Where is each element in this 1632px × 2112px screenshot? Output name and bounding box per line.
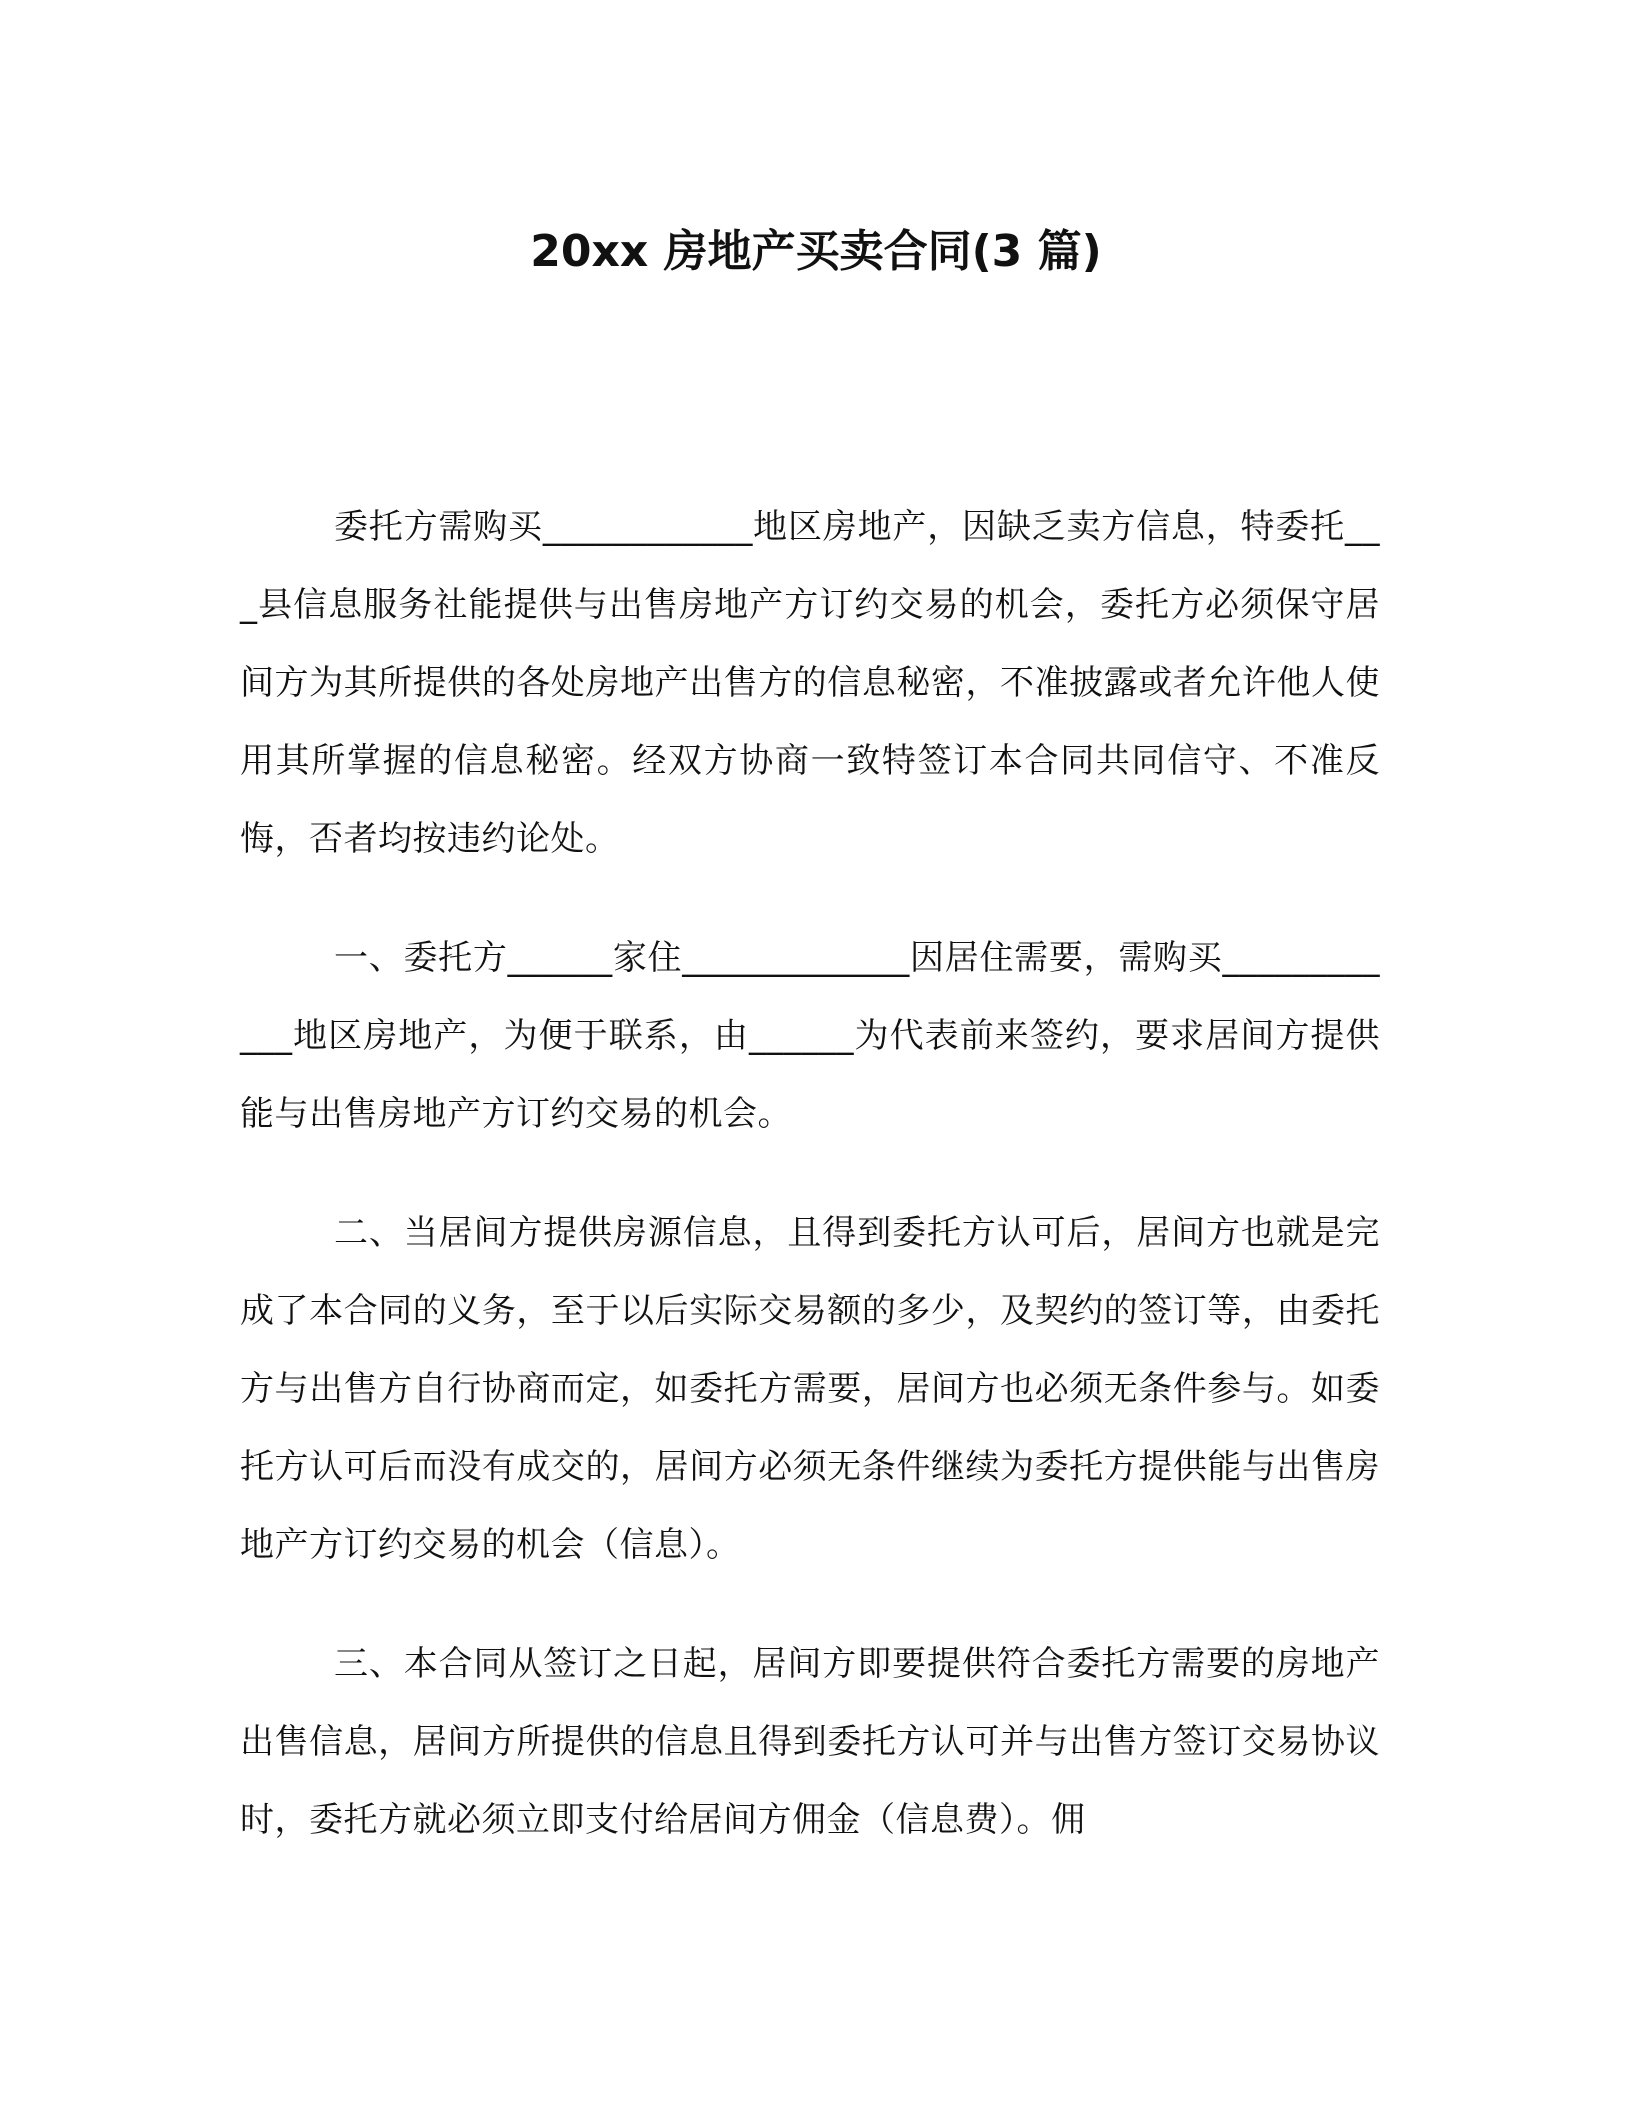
document-title: 20xx 房地产买卖合同(3 篇) bbox=[530, 226, 1102, 277]
paragraph-clause-2: 二、当居间方提供房源信息，且得到委托方认可后，居间方也就是完成了本合同的义务，至于以后实际交易额的多少，及契约的签订等，由委托方与出售方自行协商而定，如委托方需要，居间方也必须无条件参与。如委托方认可后而没有成交的，居间方必须无条件继续为委托方提供能与出售房地产方订约交易的机会（信息）。 bbox=[240, 1213, 1380, 1565]
paragraph-clause-1: 一、委托方______家住_____________因居住需要，需购买____________地区房地产，为便于联系，由______为代表前来签约，要求居间方提供能与出售房地产方订约交易的机会。 bbox=[240, 938, 1380, 1134]
document-body bbox=[240, 488, 1380, 1900]
paragraph-clause-3: 三、本合同从签订之日起，居间方即要提供符合委托方需要的房地产出售信息，居间方所提供的信息且得到委托方认可并与出售方签订交易协议时，委托方就必须立即支付给居间方佣金（信息费）。佣 bbox=[240, 1644, 1380, 1840]
paragraph-preamble: 委托方需购买____________地区房地产，因缺乏卖方信息，特委托___县信息服务社能提供与出售房地产方订约交易的机会，委托方必须保守居间方为其所提供的各处房地产出售方的信息秘密，不准披露或者允许他人使用其所掌握的信息秘密。经双方协商一致特签订本合同共同信守、不准反悔，否者均按违约论处。 bbox=[240, 507, 1380, 859]
